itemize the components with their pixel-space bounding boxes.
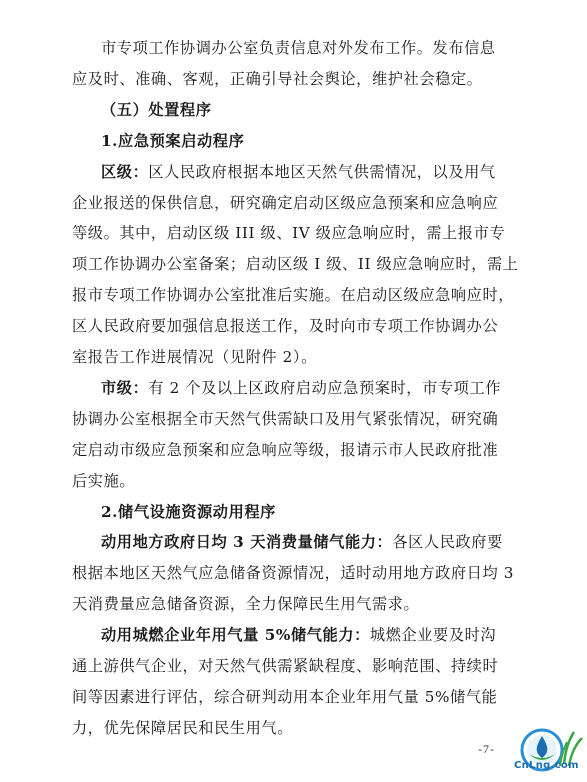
text-line bbox=[101, 131, 527, 151]
line-text: 各区人民政府要 bbox=[392, 533, 503, 552]
text-line bbox=[101, 38, 527, 58]
line-text: 后实施。 bbox=[72, 471, 136, 490]
line-text: 天消费量应急储备资源，全力保障民生用气需求。 bbox=[72, 595, 420, 614]
text-line bbox=[72, 316, 527, 336]
line-text: 区人民政府要加强信息报送工作，及时向市专项工作协调办公 bbox=[72, 317, 499, 336]
text-line bbox=[72, 718, 527, 738]
line-text: 应及时、准确、客观，正确引导社会舆论，维护社会稳定。 bbox=[72, 69, 483, 88]
text-line bbox=[72, 687, 527, 707]
text-line bbox=[101, 532, 527, 552]
text-line bbox=[72, 347, 527, 367]
text-line bbox=[72, 69, 527, 89]
text-line bbox=[72, 594, 527, 614]
bold-lead: 区级： bbox=[101, 162, 149, 181]
text-line bbox=[101, 625, 527, 645]
line-text: 等级。其中，启动区级 III 级、IV 级应急响应时，需上报市专 bbox=[72, 224, 506, 243]
logo-text: CnLng.com bbox=[514, 760, 579, 771]
bold-lead: 动用地方政府日均 3 天消费量储气能力： bbox=[101, 533, 393, 552]
line-text: 2.储气设施资源动用程序 bbox=[101, 502, 276, 521]
bold-lead: 动用城燃企业年用气量 5%储气能力： bbox=[101, 626, 370, 645]
text-line bbox=[72, 285, 527, 305]
text-line bbox=[72, 409, 527, 429]
line-text: 区人民政府根据本地区天然气供需情况，以及用气 bbox=[148, 162, 496, 181]
line-text: 力，优先保障居民和民生用气。 bbox=[72, 718, 294, 737]
bold-lead: 市级： bbox=[101, 378, 149, 397]
line-text: 1.应急预案启动程序 bbox=[101, 131, 245, 150]
text-line bbox=[72, 254, 527, 274]
text-line bbox=[72, 563, 527, 583]
line-text: 通上游供气企业，对天然气供需紧缺程度、影响范围、持续时 bbox=[72, 657, 499, 675]
line-text: 市专项工作协调办公室负责信息对外发布工作。发布信息 bbox=[101, 39, 496, 57]
text-line bbox=[101, 378, 527, 398]
line-text: （五）处置程序 bbox=[101, 100, 212, 119]
line-text: 企业报送的保供信息，研究确定启动区级应急预案和应急响应 bbox=[72, 193, 499, 212]
line-text: 项工作协调办公室备案；启动区级 I 级、II 级应急响应时，需上 bbox=[72, 255, 519, 274]
text-line bbox=[72, 223, 527, 243]
text-line bbox=[72, 471, 527, 491]
line-text: 间等因素进行评估，综合研判动用本企业年用气量 5%储气能 bbox=[72, 687, 498, 706]
line-text: 定启动市级应急预案和应急响应等级，报请示市人民政府批准 bbox=[72, 440, 499, 459]
line-text: 城燃企业要及时沟 bbox=[369, 626, 497, 645]
text-line bbox=[101, 100, 527, 120]
line-text: 有 2 个及以上区政府启动应急预案时，市专项工作 bbox=[148, 378, 502, 397]
text-line bbox=[101, 502, 527, 522]
text-line bbox=[72, 440, 527, 460]
line-text: 协调办公室根据全市天然气供需缺口及用气紧张情况，研究确 bbox=[72, 409, 499, 428]
text-line bbox=[101, 162, 527, 182]
cnlng-logo-icon bbox=[512, 724, 584, 780]
text-line bbox=[72, 656, 527, 676]
text-line bbox=[72, 193, 527, 213]
line-text: 室报告工作进展情况（见附件 2）。 bbox=[72, 348, 317, 366]
line-text: 根据本地区天然气应急储备资源情况，适时动用地方政府日均 3 bbox=[72, 564, 514, 583]
page-number: -7- bbox=[478, 742, 495, 756]
line-text: 报市专项工作协调办公室批准后实施。在启动区级应急响应时， bbox=[72, 286, 515, 305]
